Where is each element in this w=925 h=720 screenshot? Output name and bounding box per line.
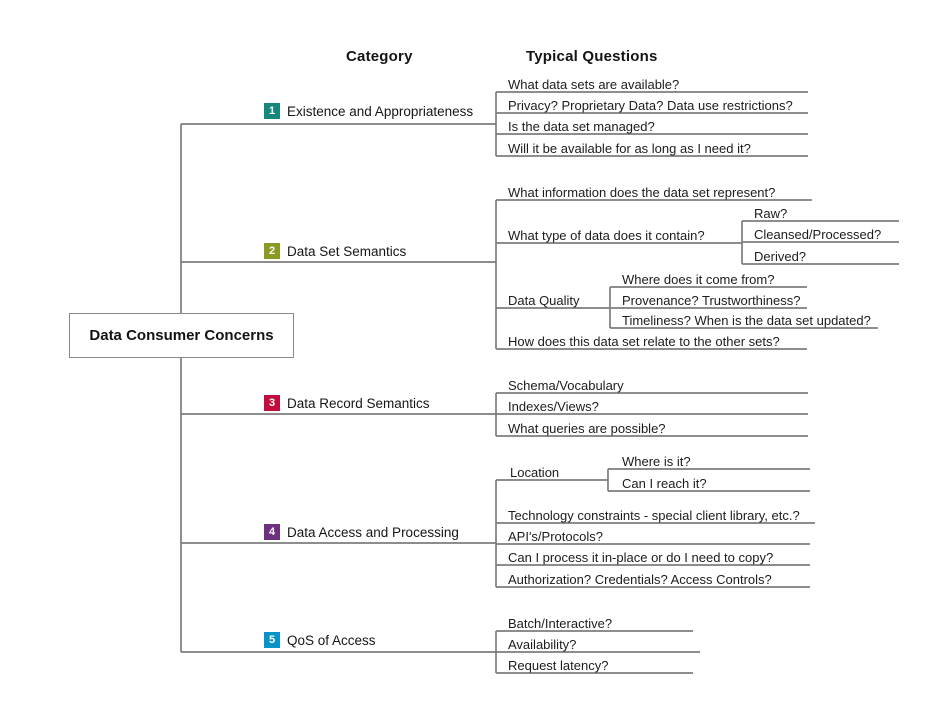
question-node: Derived? bbox=[754, 249, 807, 264]
category-node-qos bbox=[264, 632, 376, 648]
question-node: Privacy? Proprietary Data? Data use restrictions? bbox=[508, 98, 793, 113]
category-node-access-processing bbox=[264, 524, 459, 540]
question-node: Can I process it in-place or do I need to copy? bbox=[508, 550, 774, 565]
category-label: Data Access and Processing bbox=[287, 524, 459, 540]
question-node: Batch/Interactive? bbox=[508, 616, 613, 631]
question-node: Will it be available for as long as I need it? bbox=[508, 141, 751, 156]
category-node-record-semantics bbox=[264, 395, 430, 411]
question-node: How does this data set relate to the other sets? bbox=[508, 334, 780, 349]
question-node: Where does it come from? bbox=[622, 272, 775, 287]
category-node-dataset-semantics bbox=[264, 243, 406, 259]
category-number-badge: 2 bbox=[264, 243, 280, 259]
question-node: Cleansed/Processed? bbox=[754, 227, 882, 242]
category-column-header: Category bbox=[346, 48, 413, 65]
question-node: What information does the data set represent? bbox=[508, 185, 776, 200]
question-node: Provenance? Trustworthiness? bbox=[622, 293, 801, 308]
category-label: QoS of Access bbox=[287, 632, 376, 648]
question-node: Indexes/Views? bbox=[508, 399, 599, 414]
question-node: Raw? bbox=[754, 206, 788, 221]
question-node: API's/Protocols? bbox=[508, 529, 603, 544]
question-node: Data Quality bbox=[508, 293, 580, 308]
category-number-badge: 3 bbox=[264, 395, 280, 411]
question-node: Is the data set managed? bbox=[508, 119, 655, 134]
question-node: Request latency? bbox=[508, 658, 609, 673]
question-node: Authorization? Credentials? Access Controls? bbox=[508, 572, 772, 587]
question-node: What type of data does it contain? bbox=[508, 228, 705, 243]
category-label: Data Set Semantics bbox=[287, 243, 407, 259]
category-number-badge: 5 bbox=[264, 632, 280, 648]
question-node: What queries are possible? bbox=[508, 421, 666, 436]
root-node bbox=[69, 313, 294, 358]
category-label: Existence and Appropriateness bbox=[287, 103, 474, 119]
question-node: Where is it? bbox=[622, 454, 691, 469]
root-label: Data Consumer Concerns bbox=[89, 327, 274, 344]
question-node: What data sets are available? bbox=[508, 77, 680, 92]
category-label: Data Record Semantics bbox=[287, 395, 430, 411]
question-node: Technology constraints - special client library, etc.? bbox=[508, 508, 800, 523]
category-node-existence bbox=[264, 103, 473, 119]
category-number-badge: 1 bbox=[264, 103, 280, 119]
questions-column-header: Typical Questions bbox=[526, 48, 658, 65]
question-node: Can I reach it? bbox=[622, 476, 707, 491]
question-node: Location bbox=[510, 465, 560, 480]
question-node: Timeliness? When is the data set updated? bbox=[622, 313, 871, 328]
category-number-badge: 4 bbox=[264, 524, 280, 540]
question-node: Schema/Vocabulary bbox=[508, 378, 624, 393]
question-node: Availability? bbox=[508, 637, 577, 652]
